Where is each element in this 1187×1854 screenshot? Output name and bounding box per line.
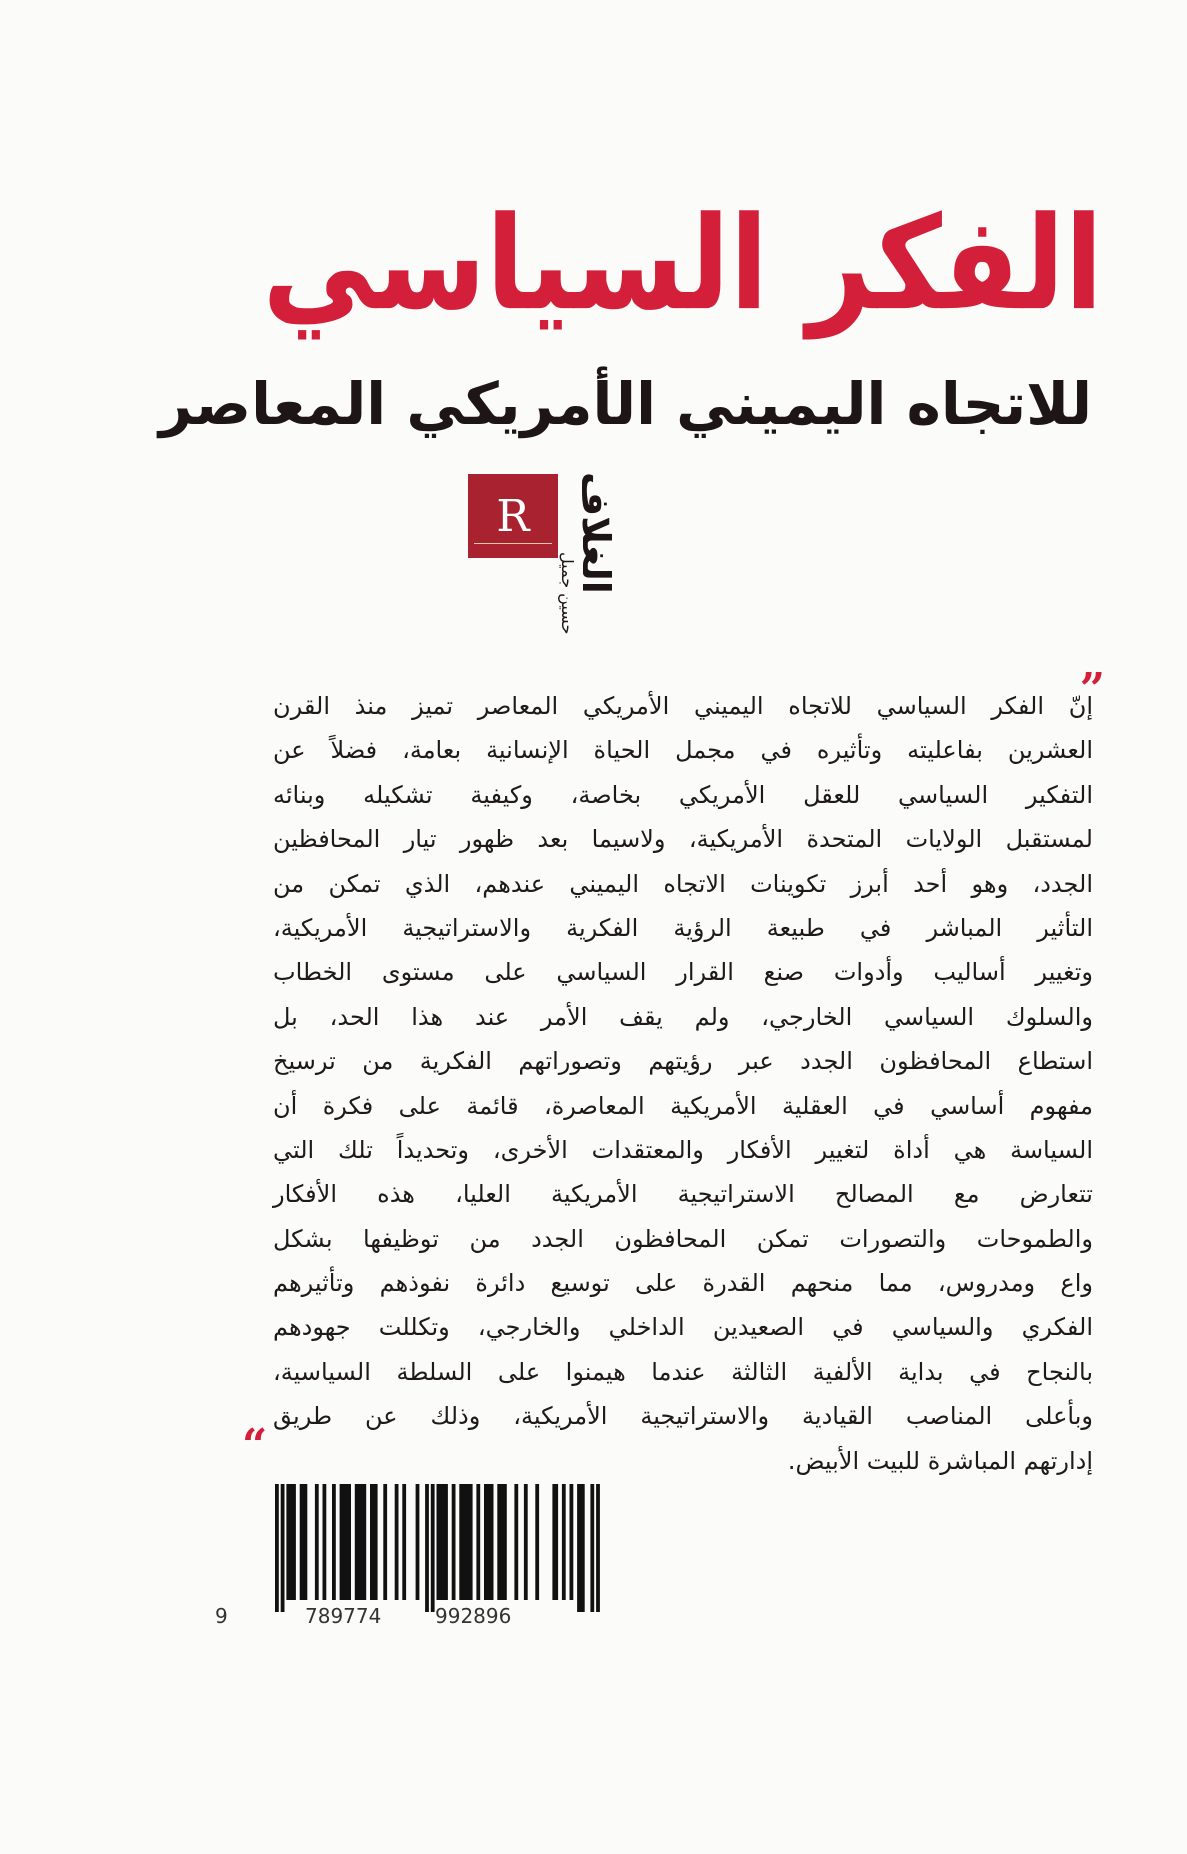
barcode-bar	[524, 1484, 528, 1600]
barcode-bar	[514, 1484, 518, 1600]
barcode-bar	[476, 1484, 480, 1600]
barcode-bar	[431, 1484, 435, 1612]
barcode-bar	[570, 1484, 574, 1600]
blurb-line: بالنجاح في بداية الألفية الثالثة عندما هيمنوا على السلطة السياسية،	[273, 1357, 1093, 1386]
blurb-line: السياسة هي أداة لتغيير الأفكار والمعتقدات الأخرى، وتحديداً تلك التي	[273, 1135, 1093, 1164]
barcode-bar	[275, 1484, 279, 1612]
blurb-line: التأثير المباشر في طبيعة الرؤية الفكرية والاستراتيجية الأمريكية،	[273, 913, 1093, 942]
barcode-bar	[395, 1484, 399, 1600]
barcode-bar	[596, 1484, 600, 1612]
blurb-line: إنّ الفكر السياسي للاتجاه اليميني الأمريكي المعاصر تميز منذ القرن	[273, 692, 1093, 720]
cover-credit-label: الغلاف	[574, 472, 618, 594]
barcode-bar	[370, 1484, 378, 1600]
barcode-bar	[562, 1484, 566, 1600]
blurb-line: تتعارض مع المصالح الاستراتيجية الأمريكية العليا، هذه الأفكار	[273, 1180, 1093, 1209]
blurb-line: مفهوم أساسي في العقلية الأمريكية المعاصرة، قائمة على فكرة أن	[273, 1091, 1093, 1120]
barcode-bar	[459, 1484, 472, 1600]
barcode-bar	[590, 1484, 594, 1612]
barcode-bar	[416, 1484, 420, 1600]
barcode-bar	[286, 1484, 296, 1600]
barcode-bar	[300, 1484, 308, 1600]
logo-divider	[474, 543, 552, 544]
barcode-bar	[323, 1484, 327, 1600]
barcode-bar	[355, 1484, 366, 1600]
barcode-bar	[535, 1484, 539, 1600]
barcode-lead-digit: 9	[215, 1604, 228, 1628]
cover-credit-name: حسين جميل	[558, 552, 577, 635]
barcode-bar	[452, 1484, 456, 1600]
blurb-line: والطموحات والتصورات تمكن المحافظون الجدد من توظيفها بشكل	[273, 1224, 1093, 1253]
barcode-bar	[315, 1484, 319, 1600]
barcode-bar	[437, 1484, 448, 1600]
barcode-bar	[340, 1484, 351, 1600]
blurb-line: إدارتهم المباشرة للبيت الأبيض.	[787, 1446, 1093, 1475]
barcode-bar	[383, 1484, 387, 1600]
blurb-line: وتغيير أساليب وأدوات صنع القرار السياسي على مستوى الخطاب	[273, 958, 1093, 987]
cover-credit	[558, 472, 620, 635]
book-title: الفكر السياسي	[262, 189, 1103, 340]
blurb-line: والسلوك السياسي الخارجي، ولم يقف الأمر عند هذا الحد، بل	[273, 1002, 1093, 1031]
barcode-right-group: 992896	[435, 1604, 512, 1628]
barcode-bar	[484, 1484, 494, 1600]
blurb-line: الفكري والسياسي في الصعيدين الداخلي والخارجي، وتكللت جهودهم	[273, 1313, 1093, 1342]
publisher-logo-mark: R	[496, 490, 530, 542]
open-quote-mark: ”	[1079, 664, 1105, 715]
isbn-barcode	[215, 1484, 635, 1634]
barcode-bar	[402, 1484, 406, 1600]
barcode-left-group: 789774	[305, 1604, 382, 1628]
blurb-line: استطاع المحافظون الجدد عبر رؤيتهم وتصوراتهم الفكرية من ترسيخ	[273, 1047, 1093, 1076]
blurb-line: لمستقبل الولايات المتحدة الأمريكية، ولاسيما بعد ظهور تيار المحافظين	[273, 825, 1093, 854]
blurb-line: التفكير السياسي للعقل الأمريكي بخاصة، وكيفية تشكيله وبنائه	[273, 780, 1093, 809]
blurb-text	[273, 684, 1093, 1483]
barcode-bar	[497, 1484, 507, 1600]
blurb-line: وبأعلى المناصب القيادية والاستراتيجية الأمريكية، وذلك عن طريق	[273, 1402, 1093, 1431]
barcode-bar	[552, 1484, 558, 1600]
barcode-bar	[281, 1484, 285, 1612]
barcode-bar	[332, 1484, 336, 1600]
barcode-bar	[425, 1484, 429, 1612]
close-quote-mark: “	[242, 1420, 268, 1471]
book-subtitle: للاتجاه اليميني الأمريكي المعاصر	[158, 370, 1092, 438]
blurb-line: الجدد، وهو أحد أبرز تكوينات الاتجاه اليميني عندهم، الذي تمكن من	[273, 869, 1093, 898]
publisher-logo	[468, 474, 558, 558]
barcode-bar	[577, 1484, 585, 1612]
blurb-line: العشرين بفاعليته وتأثيره في مجمل الحياة الإنسانية بعامة، فضلاً عن	[273, 736, 1093, 765]
blurb-line: واع ومدروس، مما منحهم القدرة على توسيع دائرة نفوذهم وتأثيرهم	[273, 1269, 1093, 1298]
